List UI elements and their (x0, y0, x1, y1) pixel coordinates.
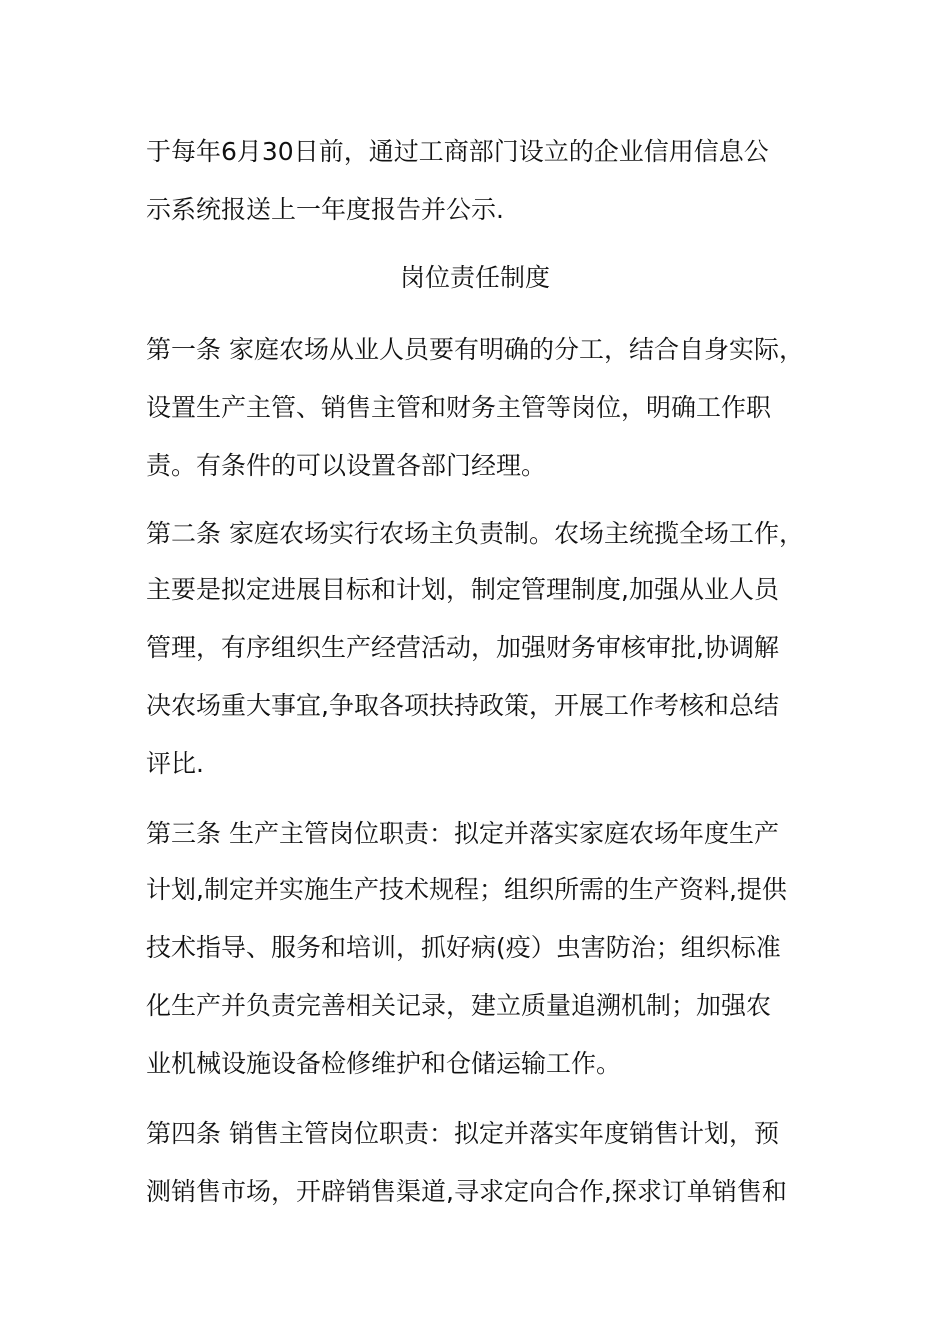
intro-line-1: 于每年6月30日前，通过工商部门设立的企业信用信息公 (146, 137, 769, 166)
article-2-line-3: 管理，有序组织生产经营活动，加强财务审核审批,协调解 (146, 633, 779, 662)
article-3-line-2: 计划,制定并实施生产技术规程；组织所需的生产资料,提供 (146, 875, 787, 904)
article-3-line-3: 技术指导、服务和培训，抓好病(疫）虫害防治；组织标准 (146, 933, 781, 962)
article-4-line-2: 测销售市场，开辟销售渠道,寻求定向合作,探求订单销售和 (146, 1177, 787, 1206)
intro-line-2: 示系统报送上一年度报告并公示. (146, 195, 504, 224)
article-2-line-4: 决农场重大事宜,争取各项扶持政策，开展工作考核和总结 (146, 691, 779, 720)
section-title: 岗位责任制度 (399, 263, 550, 292)
article-1-line-1: 第一条 家庭农场从业人员要有明确的分工，结合自身实际， (146, 335, 804, 364)
article-2-line-1: 第二条 家庭农场实行农场主负责制。农场主统揽全场工作， (146, 519, 804, 548)
article-2-line-2: 主要是拟定进展目标和计划，制定管理制度,加强从业人员 (146, 575, 779, 604)
article-2-line-5: 评比. (146, 749, 204, 778)
article-3-line-5: 业机械设施设备检修维护和仓储运输工作。 (146, 1049, 622, 1078)
article-1-line-2: 设置生产主管、销售主管和财务主管等岗位，明确工作职 (146, 393, 772, 422)
article-3-line-1: 第三条 生产主管岗位职责：拟定并落实家庭农场年度生产 (146, 819, 779, 848)
article-1-line-3: 责。有条件的可以设置各部门经理。 (146, 451, 547, 480)
article-3-line-4: 化生产并负责完善相关记录，建立质量追溯机制；加强农 (146, 991, 772, 1020)
article-4-line-1: 第四条 销售主管岗位职责：拟定并落实年度销售计划，预 (146, 1119, 779, 1148)
